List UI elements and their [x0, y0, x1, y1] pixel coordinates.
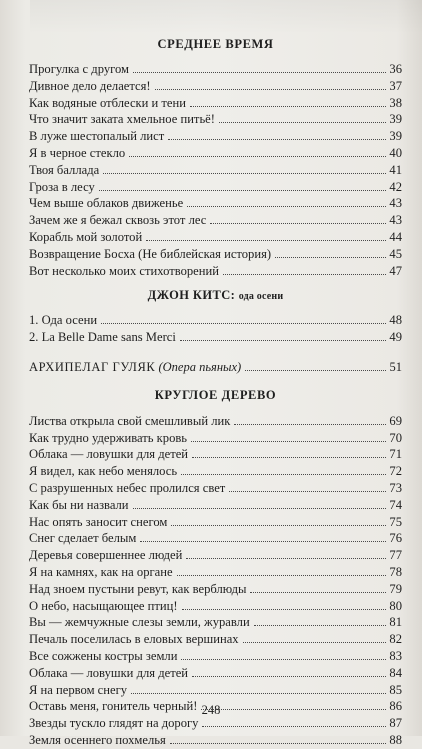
toc-entry [29, 497, 402, 514]
toc-entry [29, 732, 402, 749]
entry-page: 43 [389, 213, 402, 228]
entry-title: Возвращение Босха (Не библейская история) [29, 246, 272, 261]
entry-title: Я видел, как небо менялось [29, 464, 178, 479]
entry-title: Дивное дело делается! [29, 78, 151, 93]
entry-page: 74 [389, 497, 402, 512]
entry-page: 49 [389, 330, 402, 345]
leader-dots [133, 508, 386, 509]
entry-page: 77 [389, 548, 402, 563]
leader-dots [103, 173, 386, 174]
entry-title: Что значит заката хмельное питьё! [29, 112, 215, 127]
toc-entry [29, 263, 402, 280]
leader-dots [168, 139, 386, 140]
toc-entry [29, 162, 402, 179]
entry-page: 47 [389, 263, 402, 278]
toc-entry [29, 195, 402, 212]
entry-page: 82 [389, 632, 402, 647]
entry-page: 71 [389, 447, 402, 462]
page-number: 248 [201, 703, 221, 717]
entry-page: 42 [389, 179, 402, 194]
entry-title: Деревья совершеннее людей [29, 548, 183, 563]
leader-dots [182, 609, 386, 610]
toc-entry [29, 111, 402, 128]
leader-dots [170, 743, 386, 744]
toc-entry [29, 312, 402, 329]
section-title-text: ДЖОН КИТС [147, 288, 231, 303]
toc-entry [29, 446, 402, 463]
toc-entry-arkhipelag [29, 359, 402, 376]
entry-page: 80 [389, 598, 402, 613]
toc-entry [29, 128, 402, 145]
bleed-through-shadow [30, 0, 422, 34]
toc-entry [29, 530, 402, 547]
leader-dots [129, 156, 386, 157]
entry-title: Прогулка с другом [29, 62, 129, 76]
entry-title: Облака — ловушки для детей [29, 665, 189, 680]
entry-title: Земля осеннего похмелья [29, 732, 166, 747]
section-title-arkhipelag: АРХИПЕЛАГ ГУЛЯК [29, 359, 156, 374]
entry-page: 37 [389, 78, 402, 93]
toc-entry [29, 648, 402, 665]
leader-dots [250, 592, 386, 593]
toc-entry [29, 631, 402, 648]
leader-dots [202, 726, 386, 727]
entry-title: Корабль мой золотой [29, 229, 143, 244]
leader-dots [99, 190, 386, 191]
entry-title: Зачем же я бежал сквозь этот лес [29, 213, 207, 228]
table-of-contents [29, 37, 402, 749]
leader-dots [180, 340, 386, 341]
entry-page: 84 [389, 665, 402, 680]
entry-title: Вот несколько моих стихотворений [29, 263, 219, 278]
entry-title: Как водяные отблески и тени [29, 95, 186, 110]
toc-entry [29, 95, 402, 112]
toc-entry [29, 547, 402, 564]
entry-title: Вы — жемчужные слезы земли, журавли [29, 615, 250, 630]
toc-entry [29, 614, 402, 631]
entry-title: Я на первом снегу [29, 682, 128, 697]
toc-entry [29, 581, 402, 598]
toc-entry [29, 682, 402, 699]
entry-page: 69 [389, 413, 402, 428]
leader-dots [234, 424, 386, 425]
entry-title: 2. La Belle Dame sans Merci [29, 330, 176, 345]
entry-title [29, 359, 243, 376]
leader-dots [177, 575, 386, 576]
entry-page: 45 [389, 246, 402, 261]
toc-list-krugloe-derevo [29, 413, 402, 749]
entry-page: 51 [389, 359, 402, 374]
leader-dots [146, 240, 386, 241]
leader-dots [181, 659, 386, 660]
toc-entry [29, 145, 402, 162]
entry-title: Звезды тускло глядят на дорогу [29, 716, 199, 731]
toc-entry [29, 665, 402, 682]
entry-page: 73 [389, 480, 402, 495]
entry-page: 75 [389, 514, 402, 529]
leader-dots [155, 89, 386, 90]
entry-title: Как трудно удерживать кровь [29, 430, 188, 445]
leader-dots [191, 441, 386, 442]
entry-title: Над зноем пустыни ревут, как верблюды [29, 581, 247, 596]
entry-page: 86 [389, 699, 402, 714]
entry-title: Гроза в лесу [29, 179, 95, 194]
leader-dots [210, 223, 386, 224]
leader-dots [223, 274, 386, 275]
entry-page: 43 [389, 196, 402, 211]
entry-page: 70 [389, 430, 402, 445]
entry-title: С разрушенных небес пролился свет [29, 480, 226, 495]
section-title-krugloe-derevo: КРУГЛОЕ ДЕРЕВО [154, 387, 277, 402]
entry-title: Твоя баллада [29, 162, 100, 177]
leader-dots [171, 525, 386, 526]
entry-title: Чем выше облаков движенье [29, 196, 184, 211]
toc-entry [29, 179, 402, 196]
leader-dots [190, 106, 386, 107]
toc-entry [29, 514, 402, 531]
leader-dots [131, 693, 386, 694]
entry-title: Все сожжены костры земли [29, 648, 178, 663]
entry-page: 88 [389, 732, 402, 747]
entry-page: 78 [389, 564, 402, 579]
leader-dots [243, 642, 386, 643]
toc-list-arkhipelag [29, 359, 402, 376]
entry-title: Печаль поселилась в еловых вершинах [29, 632, 239, 647]
toc-entry [29, 598, 402, 615]
entry-page: 81 [389, 615, 402, 630]
entry-page: 76 [389, 531, 402, 546]
entry-title: Листва открыла свой смешливый лик [29, 413, 231, 428]
entry-page: 83 [389, 648, 402, 663]
toc-list-dzhon-kits [29, 312, 402, 346]
leader-dots [101, 323, 386, 324]
toc-entry [29, 212, 402, 229]
entry-page: 36 [389, 62, 402, 76]
toc-entry [29, 430, 402, 447]
leader-dots [192, 457, 386, 458]
entry-page: 39 [389, 129, 402, 144]
entry-title: 1. Ода осени [29, 313, 98, 328]
leader-dots [254, 625, 386, 626]
leader-dots [186, 558, 386, 559]
entry-title: Оставь меня, гонитель черный! [29, 699, 198, 714]
entry-page: 44 [389, 229, 402, 244]
toc-entry [29, 329, 402, 346]
toc-entry [29, 78, 402, 95]
entry-page: 48 [389, 313, 402, 328]
toc-entry [29, 480, 402, 497]
toc-entry [29, 413, 402, 430]
toc-entry [29, 463, 402, 480]
toc-entry [29, 246, 402, 263]
entry-page: 72 [389, 464, 402, 479]
entry-page: 87 [389, 716, 402, 731]
entry-title: Как бы ни назвали [29, 497, 129, 512]
entry-page: 79 [389, 581, 402, 596]
entry-page: 38 [389, 95, 402, 110]
leader-dots [140, 541, 386, 542]
section-subtitle-italic: (Опера пьяных) [158, 359, 242, 374]
entry-title: Нас опять заносит снегом [29, 514, 168, 529]
toc-entry [29, 564, 402, 581]
entry-page: 85 [389, 682, 402, 697]
leader-dots [219, 122, 386, 123]
entry-page: 39 [389, 112, 402, 127]
entry-page: 41 [389, 162, 402, 177]
entry-title: Я на камнях, как на органе [29, 564, 173, 579]
entry-title: Снег сделает белым [29, 531, 137, 546]
entry-title: В луже шестопалый лист [29, 129, 165, 144]
leader-dots [192, 676, 386, 677]
section-title-dzhon-kits: ДЖОН КИТС: ода осени [147, 288, 284, 303]
leader-dots [181, 474, 386, 475]
section-title-srednee-vremya: СРЕДНЕЕ ВРЕМЯ [157, 37, 274, 51]
toc-entry [29, 61, 402, 78]
entry-title: Я в черное стекло [29, 145, 126, 160]
entry-title: Облака — ловушки для детей [29, 447, 189, 462]
leader-dots [275, 257, 386, 258]
toc-entry [29, 229, 402, 246]
leader-dots [187, 206, 386, 207]
leader-dots [245, 370, 386, 371]
section-subtitle: ода осени [238, 291, 284, 303]
entry-title: О небо, насыщающее птиц! [29, 598, 178, 613]
entry-page: 40 [389, 145, 402, 160]
leader-dots [229, 491, 386, 492]
leader-dots [133, 72, 386, 73]
toc-list-srednee-vremya [29, 61, 402, 279]
